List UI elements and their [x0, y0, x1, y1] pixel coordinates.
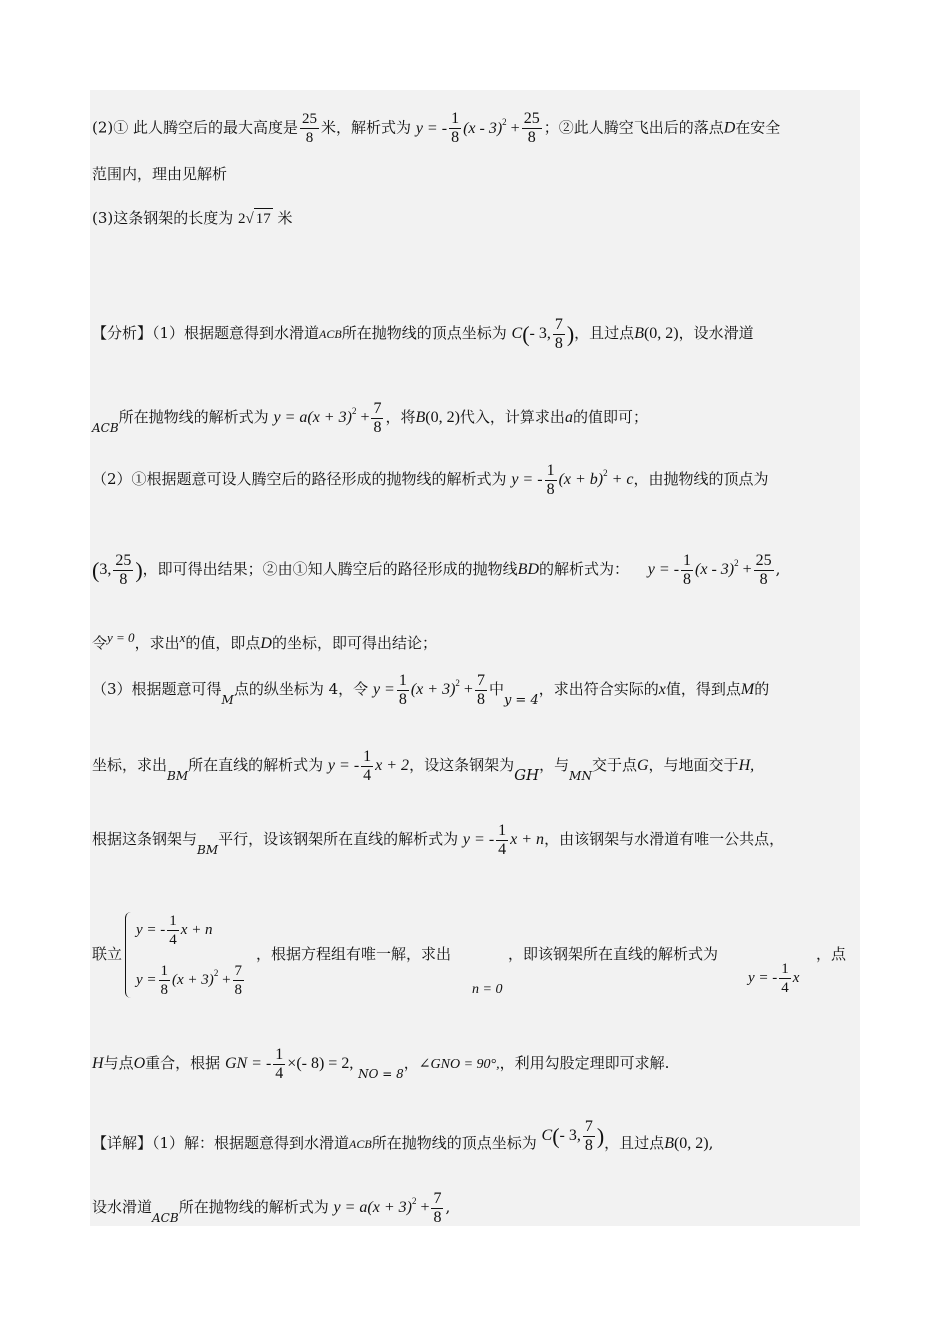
- analysis-line-9c: ，即该钢架所在直线的解析式为: [508, 945, 719, 963]
- formula: y = - $\frac{1}{8}$ (x - 3)$^2$ + $\frac{25}{8}$: [415, 110, 540, 147]
- analysis-line-6: （3）根据题意可得$_M$点的纵坐标为 4，令 y = $\frac{1}{8}$ $(x + 3)^2$ + $\frac{7}{8}$ 中y = 4，求出符合实际的x值，得到点M的: [92, 672, 770, 709]
- answer-2-line: [92, 110, 780, 147]
- fraction-25-8: $\frac{25}{8}$: [302, 111, 318, 146]
- point-D: D: [723, 119, 736, 137]
- analysis-line-8: 根据这条钢架与$_{BM}$平行，设该钢架所在直线的解析式为 y = - $\frac{1}{4}$ x + n，由该钢架与水滑道有唯一公共点，: [92, 822, 785, 858]
- system-brace: [125, 912, 134, 998]
- analysis-line-1: 【分析】（1）根据题意得到水滑道ACB所在抛物线的顶点坐标为 C(- 3, $\frac{7}{8}$ )，且过点B(0, 2)，设水滑道: [92, 316, 754, 352]
- analysis-line-2: $_{ACB}$所在抛物线的解析式为 $y = a(x + 3)^2$ + $\frac{7}{8}$ ，将B(0, 2)代入，计算求出a的值即可；: [92, 400, 648, 436]
- text: 米: [277, 209, 293, 227]
- analysis-line-9b: ，根据方程组有唯一解，求出: [256, 945, 452, 963]
- answer-3-line: [92, 208, 293, 229]
- text: 范围内，理由见解析: [92, 165, 228, 183]
- n-value: n = 0: [472, 982, 503, 997]
- detail-line-1: 【详解】（1）解：根据题意得到水滑道ACB所在抛物线的顶点坐标为 C(- 3, $\frac{7}{8}$ )，且过点B(0, 2),: [92, 1118, 714, 1154]
- text: 在安全: [735, 118, 781, 137]
- text: (3)这条钢架的长度为: [92, 209, 234, 227]
- detail-line-2: 设水滑道$_{ACB}$所在抛物线的解析式为 $y = a(x + 3)^2$ + $\frac{7}{8}$ ,: [92, 1190, 451, 1226]
- text: 米，解析式为: [321, 118, 412, 137]
- analysis-line-9d: ，点: [816, 945, 847, 963]
- sqrt-expression: 2√ 17: [238, 211, 273, 227]
- text: ；②此人腾空飞出后的落点: [543, 118, 724, 137]
- analysis-line-4: (3, $\frac{25}{8}$ )，即可得出结果；②由①知人腾空后的路径形成的抛物线BD的解析式为： y = - $\frac{1}{8}$ (x - 3)$^2$ + $\frac{25}{8}$ ,: [92, 552, 781, 588]
- answer-2-line-cont: [92, 164, 227, 184]
- analysis-line-7: 坐标，求出$_{BM}$所在直线的解析式为 y = - $\frac{1}{4}$ x + 2，设这条钢架为GH，与$_{MN}$交于点G，与地面交于H,: [92, 748, 755, 785]
- analysis-line-5: 令y = 0，求出x的值，即点D的坐标，即可得出结论；: [92, 630, 437, 652]
- analysis-line-10: H与点O重合，根据 GN = - $\frac{1}{4}$ ×(- 8) = 2, $_{NO = 8}$，∠GNO = 90°,，利用勾股定理即可求解.: [92, 1046, 670, 1082]
- line-equation: y = - $\frac{1}{4}$ x: [748, 961, 800, 996]
- system-eq-2: y = $\frac{1}{8}$ $(x + 3)^2$ + $\frac{7}{8}$: [136, 963, 243, 998]
- system-eq-1: y = - $\frac{1}{4}$ x + n: [136, 913, 213, 948]
- text: (2)① 此人腾空后的最大高度是: [92, 118, 299, 137]
- analysis-line-9: 联立: [92, 945, 123, 963]
- analysis-line-3: （2）①根据题意可设人腾空后的路径形成的抛物线的解析式为 y = - $\frac{1}{8}$ $(x + b)^2 + c$，由抛物线的顶点为: [92, 462, 769, 498]
